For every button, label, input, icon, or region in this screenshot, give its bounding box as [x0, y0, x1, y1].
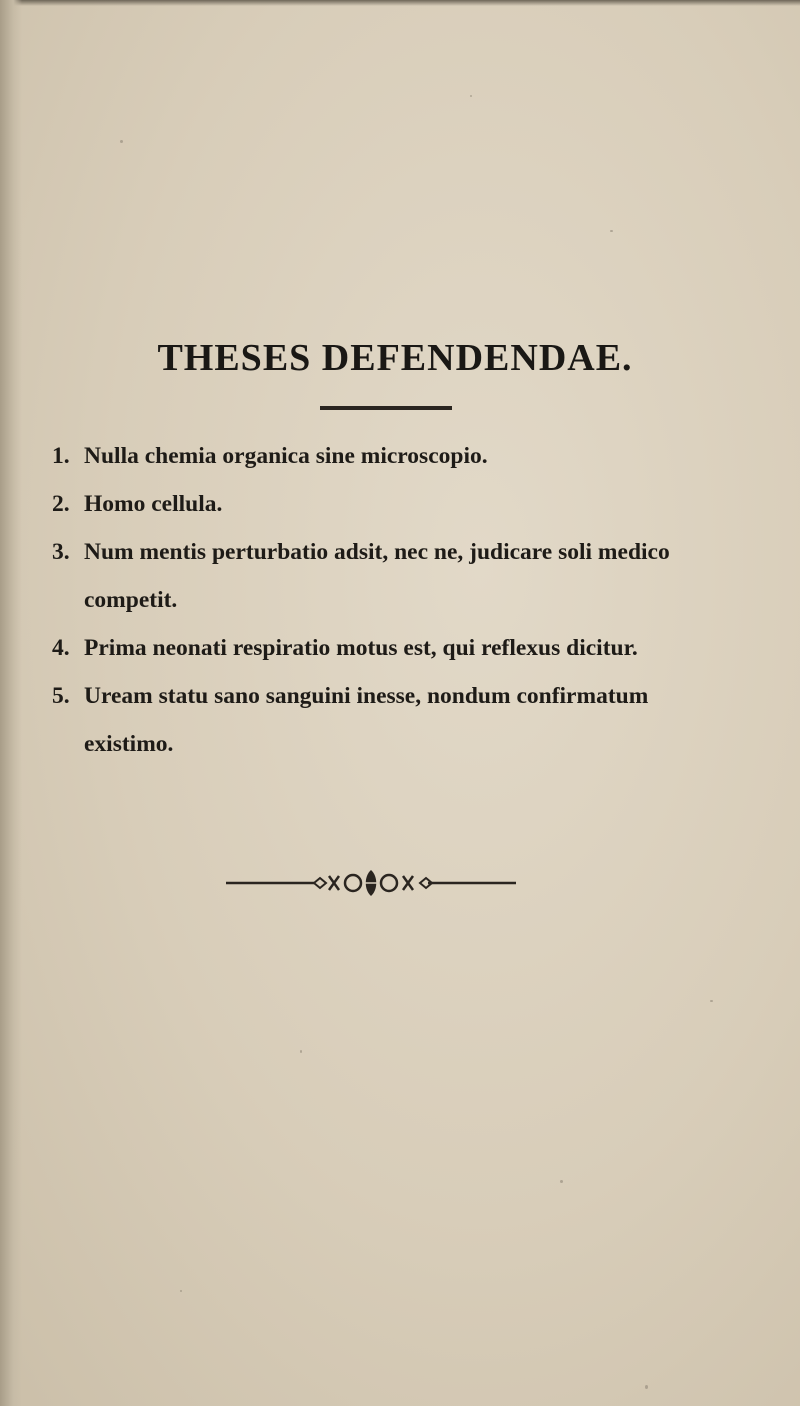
ornament-ring-right [381, 875, 397, 891]
theses-list [52, 432, 752, 768]
page-binding-edge [0, 0, 22, 1406]
thesis-item-5 [52, 672, 752, 768]
ornament-cross-left [329, 876, 339, 890]
thesis-number: 4. [52, 635, 70, 661]
paper-speck [180, 1290, 182, 1292]
thesis-text: Uream statu sano sanguini inesse, nondum confirmatum existimo. [84, 683, 649, 757]
thesis-number: 1. [52, 443, 70, 469]
paper-speck [560, 1180, 563, 1183]
ornament-diamond-left [314, 878, 326, 888]
title-rule [320, 406, 452, 410]
thesis-number: 2. [52, 491, 70, 517]
thesis-text: Num mentis perturbatio adsit, nec ne, judicare soli medico competit. [84, 539, 670, 613]
document-title: THESES DEFENDENDAE. [157, 337, 633, 379]
thesis-item-4 [52, 624, 752, 672]
paper-speck [300, 1050, 302, 1053]
thesis-item-1 [52, 432, 752, 480]
ornament-cross-right [403, 876, 413, 890]
thesis-number: 3. [52, 539, 70, 565]
thesis-item-3 [52, 528, 752, 624]
paper-speck [710, 1000, 713, 1002]
page-top-edge [0, 0, 800, 6]
ornament-ring-left [345, 875, 361, 891]
paper-speck [120, 140, 123, 143]
paper-speck [470, 95, 472, 97]
thesis-text: Homo cellula. [84, 491, 223, 517]
ornament-divider-icon [226, 868, 516, 898]
thesis-text: Nulla chemia organica sine microscopio. [84, 443, 488, 469]
thesis-item-2 [52, 480, 752, 528]
thesis-number: 5. [52, 683, 70, 709]
thesis-text: Prima neonati respiratio motus est, qui reflexus dicitur. [84, 635, 638, 661]
paper-speck [645, 1385, 648, 1389]
paper-speck [610, 230, 613, 232]
